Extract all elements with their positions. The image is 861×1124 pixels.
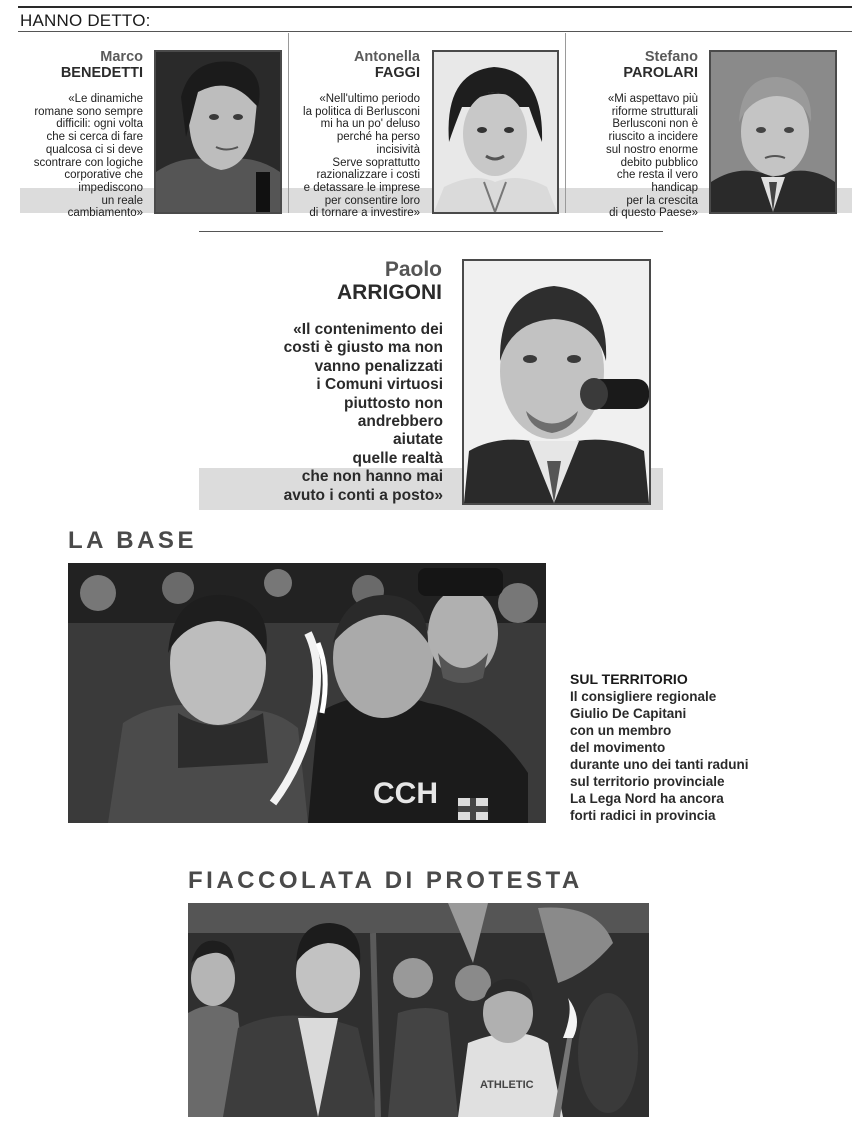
column-divider <box>565 33 566 213</box>
caption-line: Il consigliere regionale <box>570 689 717 704</box>
section-title-fiaccolata: FIACCOLATA DI PROTESTA <box>188 867 583 894</box>
author-last-name: ARRIGONI <box>337 281 442 304</box>
quote-line: vanno penalizzati <box>314 357 443 375</box>
quote-text-faggi <box>290 93 420 220</box>
caption-title: SUL TERRITORIO <box>570 671 688 687</box>
quote-line: aiutate <box>393 431 443 449</box>
quote-line: di questo Paese» <box>609 207 698 220</box>
quote-line: incisività <box>376 143 420 156</box>
quote-line: Serve soprattutto <box>332 156 420 169</box>
quote-line: che si cerca di fare <box>46 131 143 144</box>
featured-author-arrigoni <box>250 258 442 304</box>
quote-line: avuto i conti a posto» <box>283 486 443 504</box>
quote-line: qualcosa ci si deve <box>45 143 143 156</box>
quote-line: mi ha un po' deluso <box>320 118 420 131</box>
quote-line: quelle realtà <box>352 449 443 467</box>
shirt-print: CCH <box>373 777 438 810</box>
author-first-name: Stefano <box>644 49 698 65</box>
quote-line: «Mi aspettavo più <box>607 93 698 105</box>
quote-author-benedetti <box>30 49 143 81</box>
quote-line: costi è giusto ma non <box>283 339 443 357</box>
quote-line: impediscono <box>78 181 143 194</box>
author-last-name: BENEDETTI <box>60 65 143 81</box>
photo-fiaccolata <box>188 903 649 1117</box>
quote-line: di tornare a investire» <box>309 207 420 220</box>
quote-line: corporative che <box>64 169 143 182</box>
divider-rule <box>199 231 663 232</box>
quote-line: piuttosto non <box>344 394 443 412</box>
quote-text-benedetti <box>20 93 143 220</box>
quote-line: razionalizzare i costi <box>316 169 420 182</box>
portrait-parolari <box>709 50 837 214</box>
quote-line: romane sono sempre <box>34 105 143 118</box>
author-first-name: Antonella <box>353 49 420 65</box>
caption-line: durante uno dei tanti raduni <box>570 757 749 772</box>
caption-line: forti radici in provincia <box>570 808 716 823</box>
quote-author-parolari <box>580 49 698 81</box>
caption-line: La Lega Nord ha ancora <box>570 791 724 806</box>
quote-author-faggi <box>300 49 420 81</box>
quote-line: «Le dinamiche <box>68 93 143 105</box>
quote-line: riforme strutturali <box>611 105 698 118</box>
quote-line: riuscito a incidere <box>608 131 698 144</box>
caption-line: sul territorio provinciale <box>570 774 725 789</box>
quote-line: andrebbero <box>357 413 443 431</box>
quote-line: perché ha perso <box>336 131 420 144</box>
portrait-benedetti <box>154 50 282 214</box>
quote-line: «Il contenimento dei <box>293 321 443 338</box>
quote-line: e detassare le imprese <box>303 181 420 194</box>
photo-la-base <box>68 563 546 823</box>
quote-line: per consentire loro <box>324 194 420 207</box>
quote-line: cambiamento» <box>67 207 143 220</box>
section-header-title: HANNO DETTO: <box>20 11 151 30</box>
quote-text-parolari <box>572 93 698 220</box>
caption-line: Giulio De Capitani <box>570 706 687 721</box>
quote-line: la politica di Berlusconi <box>303 105 420 118</box>
quote-line: che non hanno mai <box>301 468 443 486</box>
quote-line: per la crescita <box>626 194 698 207</box>
quote-line: che resta il vero <box>616 169 698 182</box>
quote-line: i Comuni virtuosi <box>316 376 443 394</box>
quote-line: difficili: ogni volta <box>56 118 143 131</box>
section-title-la-base: LA BASE <box>68 527 197 554</box>
quote-line: handicap <box>651 181 698 194</box>
quote-line: sul nostro enorme <box>605 143 698 156</box>
author-first-name: Marco <box>100 49 143 65</box>
tshirt-print: ATHLETIC <box>480 1079 534 1091</box>
quote-line: scontrare con logiche <box>33 156 143 169</box>
quote-line: debito pubblico <box>620 156 698 169</box>
author-last-name: FAGGI <box>374 65 420 81</box>
portrait-arrigoni <box>462 259 651 505</box>
quote-line: «Nell'ultimo periodo <box>319 93 420 105</box>
featured-quote-text <box>232 321 443 505</box>
header-rule <box>18 31 852 32</box>
author-first-name: Paolo <box>384 258 442 281</box>
portrait-faggi <box>432 50 559 214</box>
author-last-name: PAROLARI <box>623 65 698 81</box>
caption-line: del movimento <box>570 740 666 755</box>
quote-line: Berlusconi non è <box>612 118 698 131</box>
top-rule <box>18 6 852 8</box>
photo-caption <box>570 671 790 824</box>
quote-line: un reale <box>101 194 143 207</box>
caption-line: con un membro <box>570 723 672 738</box>
column-divider <box>288 33 289 213</box>
